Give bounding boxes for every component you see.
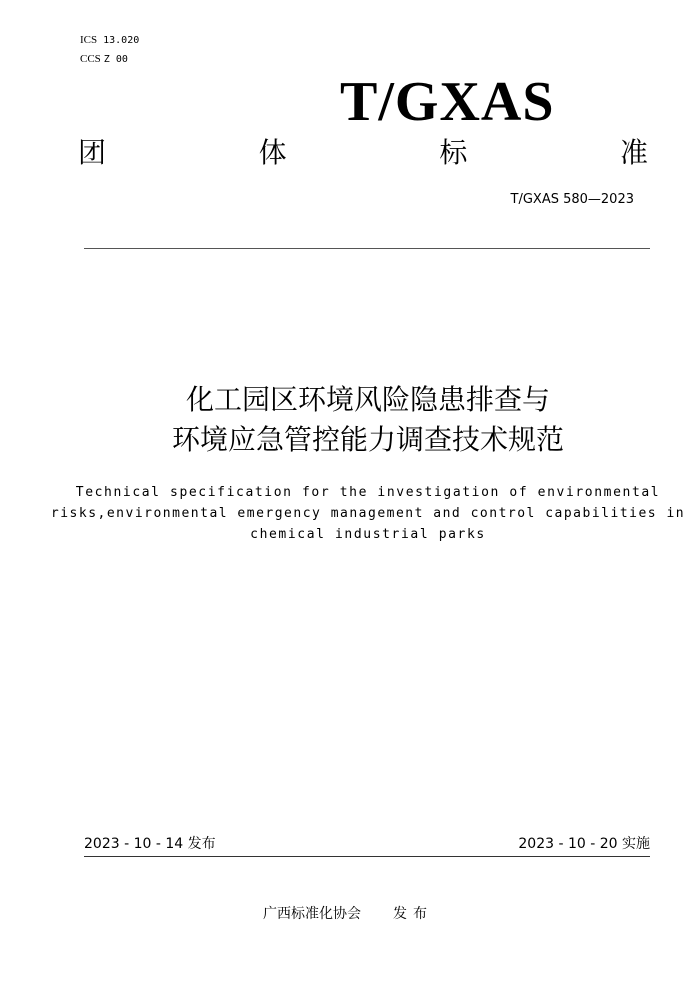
publisher-issue-word: 发布 [393, 906, 433, 922]
ccs-classification [80, 52, 128, 67]
title-en-line: risks,environmental emergency management and control capabilities in [50, 506, 686, 521]
title-en-line: Technical specification for the investigation of environmental [75, 485, 661, 500]
ics-classification [80, 33, 139, 48]
ics-code: 13.020 [103, 35, 140, 46]
document-type [78, 133, 648, 173]
publisher-name: 广西标准化协会 [263, 906, 361, 922]
document-number: T/GXAS 580—2023 [510, 192, 634, 207]
publisher [263, 904, 433, 924]
ics-label: ICS [80, 34, 98, 46]
doc-type-char: 团 [78, 136, 107, 169]
implementation-date: 2023 - 10 - 20 实施 [518, 836, 650, 852]
doc-type-char: 体 [258, 136, 287, 169]
doc-type-char: 准 [619, 136, 648, 169]
issue-date: 2023 - 10 - 14 发布 [84, 836, 216, 852]
header-divider [84, 248, 650, 249]
footer-divider [84, 856, 650, 857]
title-cn-line: 化工园区环境风险隐患排查与 [185, 383, 550, 416]
ccs-code: Z 00 [103, 54, 128, 65]
doc-type-char: 标 [439, 136, 468, 169]
title-cn-line: 环境应急管控能力调查技术规范 [171, 423, 564, 456]
title-en-line: chemical industrial parks [250, 527, 486, 542]
ccs-label: CCS [80, 53, 101, 65]
standard-brand-logo: T/GXAS [340, 71, 555, 133]
